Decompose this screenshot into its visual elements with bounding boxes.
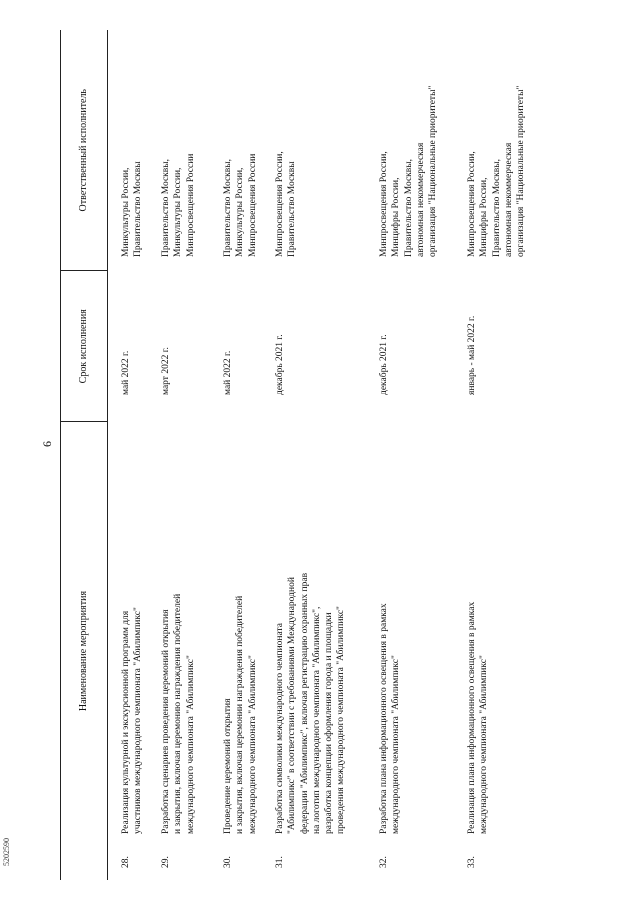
row-name: Разработка плана информационного освещения в рамках международного чемпионата "Абилимпикс" [379,603,402,834]
header-term: Срок исполнения [61,271,107,422]
table-row [160,30,222,880]
row-number: 28. [121,856,131,868]
row-number: 32. [379,856,389,868]
row-name: Разработка символики международного чемпионата "Абилимпикс" в соответствии с требованиями Международной федерации "Абилимпикс", включая регистрацию охранных прав на логотип международного чемпионата "Абилимпикс", разработка концепции оформления города и площадки проведения международного чемпионата "Абилимпикс" [275,572,347,834]
cell-name [466,421,491,880]
row-term: май 2022 г. [223,350,233,395]
cell-name [378,421,403,880]
row-number: 31. [275,856,285,868]
row-term: март 2022 г. [161,347,171,395]
row-responsible: Правительство Москвы, Минкультуры России, Минпросвещения России [161,153,196,257]
row-term: декабрь 2021 г. [379,334,389,395]
row-name: Проведение церемоний открытия и закрытия, включая церемонии награждения победителей международного чемпионата "Абилимпикс" [223,595,258,834]
header-responsible: Ответственный исполнитель [61,30,107,271]
row-responsible: Минпросвещения России, Минцифры России, Правительство Москвы, автономная некоммерческая организация "Национальные приоритеты" [467,85,527,257]
table-row [378,30,466,880]
cell-name [120,421,145,880]
row-number: 33. [467,856,477,868]
row-responsible: Минкультуры России, Правительство Москвы [121,161,144,257]
row-number: 30. [223,856,233,868]
rotated-table [60,30,635,880]
header-name: Наименование мероприятия [77,590,89,712]
cell-name [274,421,348,880]
row-number: 29. [161,856,171,868]
table-row [274,30,378,880]
row-responsible: Правительство Москвы, Минкультуры России, Минпросвещения России [223,153,258,257]
row-term: январь - май 2022 г. [467,315,477,395]
page-number: 6 [40,441,54,447]
cell-name [222,421,259,880]
row-name: Реализация культурной и экскурсионной программ для участников международного чемпионата "Абилимпикс" [121,607,144,834]
row-responsible: Минпросвещения России, Минцифры России, Правительство Москвы, автономная некоммерческая организация "Национальные приоритеты" [379,85,439,257]
row-name: Разработка сценариев проведения церемоний открытия и закрытия, включая церемонию награждения победителей международного чемпионата "Абилимпикс" [161,593,196,834]
row-responsible: Минпросвещения России, Правительство Москвы [275,151,298,257]
table-row [466,30,540,880]
document-code: 5202590 [2,838,11,866]
table-header [60,30,108,880]
cell-name [160,421,197,880]
row-term: декабрь 2021 г. [275,334,285,395]
table-row [222,30,274,880]
row-term: май 2022 г. [121,350,131,395]
row-name: Реализация плана информационного освещения в рамках международного чемпионата "Абилимпикс" [467,601,490,834]
table-row [120,30,160,880]
